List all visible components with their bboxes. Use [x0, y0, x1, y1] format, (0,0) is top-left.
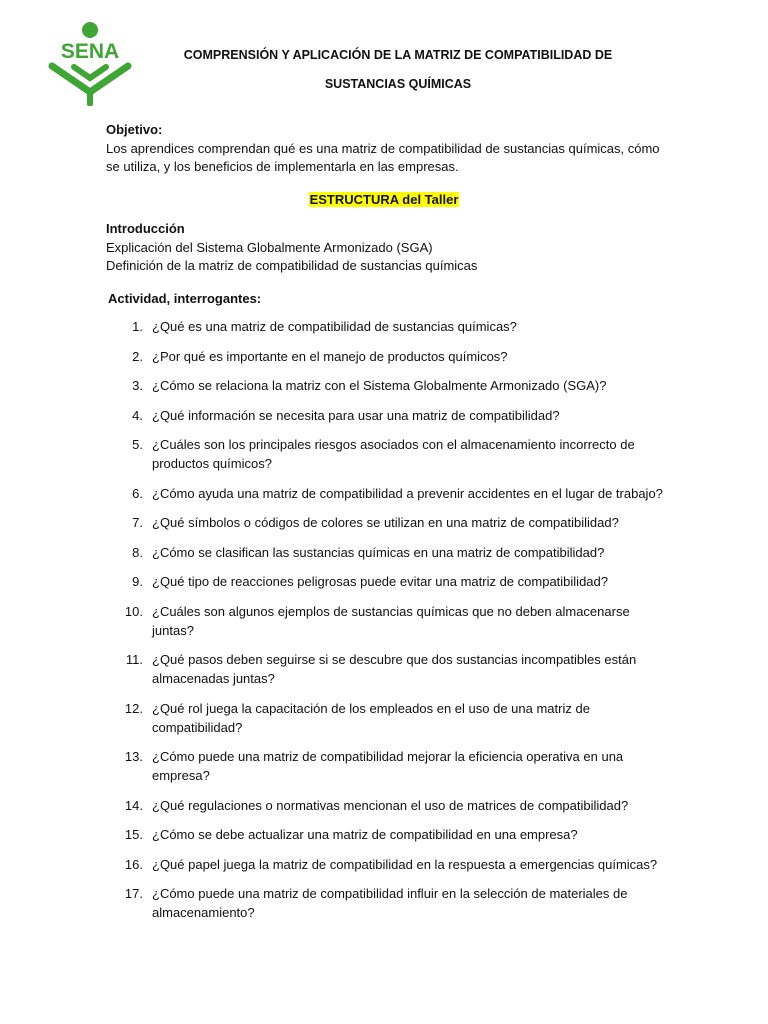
sena-logo — [48, 20, 132, 106]
document-title-line2: SUSTANCIAS QUÍMICAS — [324, 77, 472, 91]
item-number: 6. — [132, 485, 143, 501]
activity-label: Actividad, interrogantes: — [108, 291, 262, 306]
list-item — [106, 602, 666, 640]
list-item — [106, 317, 666, 336]
item-text: ¿Qué información se necesita para usar una matriz de compatibilidad? — [152, 407, 560, 423]
document-title-line1: COMPRENSIÓN Y APLICACIÓN DE LA MATRIZ DE COMPATIBILIDAD DE — [183, 48, 613, 62]
list-item — [106, 884, 666, 922]
item-text: ¿Qué rol juega la capacitación de los empleados en el uso de una matriz de compatibilidad? — [152, 700, 590, 735]
list-item — [106, 796, 666, 815]
item-number: 8. — [132, 544, 143, 560]
item-text: ¿Cuáles son algunos ejemplos de sustancias químicas que no deben almacenarse juntas? — [152, 603, 630, 638]
item-text: ¿Cómo puede una matriz de compatibilidad influir en la selección de materiales de almacenamiento? — [152, 886, 628, 920]
item-text: ¿Qué es una matriz de compatibilidad de sustancias químicas? — [152, 319, 517, 334]
item-text: ¿Qué tipo de reacciones peligrosas puede evitar una matriz de compatibilidad? — [152, 574, 608, 589]
list-item — [106, 376, 666, 395]
item-number: 10. — [124, 603, 143, 619]
list-item — [106, 484, 666, 503]
item-text: ¿Qué pasos deben seguirse si se descubre que dos sustancias incompatibles están almacenadas juntas? — [152, 652, 637, 686]
intro-line: Explicación del Sistema Globalmente Armonizado (SGA) — [106, 239, 433, 255]
item-text: ¿Qué regulaciones o normativas mencionan el uso de matrices de compatibilidad? — [152, 797, 629, 813]
sena-logo-icon — [48, 20, 132, 106]
item-text: ¿Cómo se clasifican las sustancias químicas en una matriz de compatibilidad? — [152, 544, 605, 560]
list-item — [106, 347, 666, 366]
objective-label: Objetivo: — [106, 122, 163, 137]
objective-text: Los aprendices comprendan qué es una matriz de compatibilidad de sustancias químicas, cómo se utiliza, y los beneficios de implementarla en las empresas. — [106, 140, 660, 174]
list-item — [106, 825, 666, 844]
item-number: 14. — [124, 797, 143, 813]
item-number: 13. — [124, 749, 143, 764]
item-number: 12. — [124, 700, 143, 716]
list-item — [106, 855, 666, 874]
questions-list — [106, 317, 666, 933]
item-text: ¿Cómo se relaciona la matriz con el Sistema Globalmente Armonizado (SGA)? — [152, 378, 607, 393]
item-text: ¿Cómo se debe actualizar una matriz de compatibilidad en una empresa? — [152, 827, 578, 842]
item-number: 3. — [132, 378, 143, 393]
intro-line: Definición de la matriz de compatibilidad de sustancias químicas — [106, 258, 478, 273]
list-item — [106, 650, 666, 688]
item-number: 4. — [132, 407, 143, 423]
item-number: 5. — [132, 437, 143, 452]
list-item — [106, 747, 666, 785]
item-text: ¿Cómo ayuda una matriz de compatibilidad a prevenir accidentes en el lugar de trabajo? — [152, 485, 663, 501]
list-item — [106, 435, 666, 473]
item-text: ¿Cuáles son los principales riesgos asociados con el almacenamiento incorrecto de productos químicos? — [152, 437, 635, 471]
item-number: 9. — [132, 574, 143, 589]
intro-section — [106, 220, 676, 276]
list-item — [106, 513, 666, 532]
logo-wordmark: SENA — [60, 40, 120, 63]
objective-section — [106, 121, 676, 177]
item-number: 2. — [132, 348, 143, 364]
item-text: ¿Por qué es importante en el manejo de productos químicos? — [152, 348, 508, 364]
list-item — [106, 699, 666, 737]
item-text: ¿Qué símbolos o códigos de colores se utilizan en una matriz de compatibilidad? — [152, 515, 619, 530]
item-number: 17. — [124, 886, 143, 901]
item-number: 15. — [124, 827, 143, 842]
item-text: ¿Cómo puede una matriz de compatibilidad mejorar la eficiencia operativa en una empresa? — [152, 749, 624, 783]
list-item — [106, 543, 666, 562]
item-number: 1. — [132, 319, 143, 334]
item-number: 11. — [125, 652, 143, 667]
structure-heading-wrap — [106, 191, 662, 209]
item-text: ¿Qué papel juega la matriz de compatibilidad en la respuesta a emergencias químicas? — [152, 856, 658, 872]
list-item — [106, 406, 666, 425]
structure-heading: ESTRUCTURA del Taller — [309, 192, 459, 207]
item-number: 16. — [124, 856, 143, 872]
item-number: 7. — [132, 515, 143, 530]
intro-label: Introducción — [106, 221, 185, 236]
list-item — [106, 572, 666, 591]
